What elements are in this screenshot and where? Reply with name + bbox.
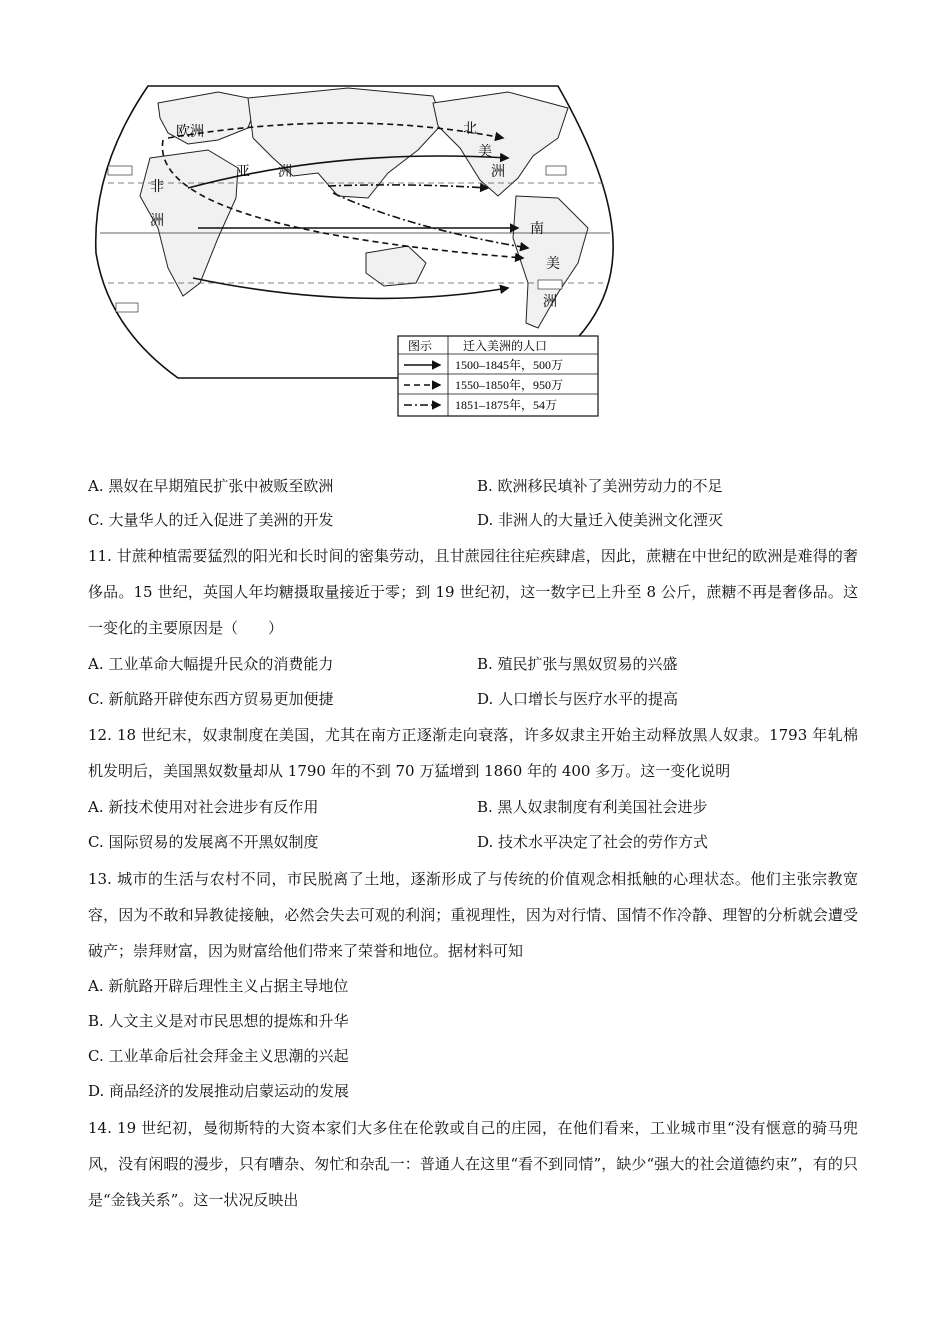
q12-option-d: D. 技术水平决定了社会的劳作方式 [477, 833, 709, 851]
q11-option-a: A. 工业革命大幅提升民众的消费能力 [88, 655, 334, 673]
q11-option-d: D. 人口增长与医疗水平的提高 [477, 690, 679, 708]
map-legend [398, 336, 598, 416]
q10-option-a: A. 黑奴在早期殖民扩张中被贩至欧洲 [88, 477, 334, 495]
q13-option-c: C. 工业革命后社会拜金主义思潮的兴起 [88, 1047, 349, 1065]
label-box-north-america-east [546, 166, 566, 175]
legend-row-text: 1851–1875年，54万 [455, 398, 558, 412]
legend-row-text: 1500–1845年，500万 [455, 358, 564, 372]
label-north-america-1: 北 [463, 121, 477, 137]
label-south-america-1: 南 [530, 221, 544, 237]
label-asia-2: 洲 [278, 164, 292, 180]
label-south-america-2: 美 [546, 256, 560, 272]
q10-option-b: B. 欧洲移民填补了美洲劳动力的不足 [477, 477, 723, 495]
label-asia-1: 亚 [236, 164, 250, 180]
q11-option-c: C. 新航路开辟使东西方贸易更加便捷 [88, 690, 334, 708]
migration-map [88, 78, 616, 420]
q13-option-a: A. 新航路开辟后理性主义占据主导地位 [88, 977, 349, 995]
q12-stem: 12. 18 世纪末，奴隶制度在美国，尤其在南方正逐渐走向衰落，许多奴隶主开始主动释放黑人奴隶。1793 年轧棉机发明后，美国黑奴数量却从 1790 年的不到 70 万猛增到 1860 年的 400 多万。这一变化说明 [88, 726, 858, 780]
q13-stem: 13. 城市的生活与农村不同，市民脱离了土地，逐渐形成了与传统的价值观念相抵触的心理状态。他们主张宗教宽容，因为不敢和异教徒接触，必然会失去可观的利润；重视理性，因为对行情、国情不作冷静、理智的分析就会遭受破产；崇拜财富，因为财富给他们带来了荣誉和地位。据材料可知 [88, 870, 858, 960]
label-box-south-pacific [538, 280, 562, 289]
label-europe: 欧洲 [176, 124, 204, 140]
q10-option-c: C. 大量华人的迁入促进了美洲的开发 [88, 511, 334, 529]
label-box-north-atlantic [108, 166, 132, 175]
label-africa-2: 洲 [150, 213, 164, 229]
legend-header-title: 迁入美洲的人口 [463, 339, 548, 353]
q11-stem: 11. 甘蔗种植需要猛烈的阳光和长时间的密集劳动，且甘蔗园往往疟疾肆虐，因此，蔗糖在中世纪的欧洲是难得的奢侈品。15 世纪，英国人年均糖摄取量接近于零；到 19 世纪初，这一数字已上升至 8 公斤，蔗糖不再是奢侈品。这一变化的主要原因是（ ） [88, 547, 858, 637]
q12-option-a: A. 新技术使用对社会进步有反作用 [88, 798, 319, 816]
legend-row-text: 1550–1850年，950万 [455, 378, 564, 392]
q12-option-c: C. 国际贸易的发展离不开黑奴制度 [88, 833, 319, 851]
label-box-south-atlantic [116, 303, 138, 312]
label-south-america-3: 洲 [543, 294, 557, 310]
label-africa-1: 非 [150, 179, 164, 195]
q13-option-b: B. 人文主义是对市民思想的提炼和升华 [88, 1012, 349, 1030]
q11-option-b: B. 殖民扩张与黑奴贸易的兴盛 [477, 655, 678, 673]
q13-option-d: D. 商品经济的发展推动启蒙运动的发展 [88, 1082, 350, 1100]
label-north-america-2: 美 [478, 144, 492, 160]
legend-header-symbol: 图示 [408, 339, 433, 353]
q12-option-b: B. 黑人奴隶制度有利美国社会进步 [477, 798, 708, 816]
q10-option-d: D. 非洲人的大量迁入使美洲文化湮灭 [477, 511, 724, 529]
label-north-america-3: 洲 [491, 164, 505, 180]
q14-stem: 14. 19 世纪初，曼彻斯特的大资本家们大多住在伦敦或自己的庄园，在他们看来，工业城市里“没有惬意的骑马兜风，没有闲暇的漫步，只有嘈杂、匆忙和杂乱一：普通人在这里“看不到同情”，缺少“强大的社会道德约束”，有的只是“金钱关系”。这一状况反映出 [88, 1119, 858, 1209]
